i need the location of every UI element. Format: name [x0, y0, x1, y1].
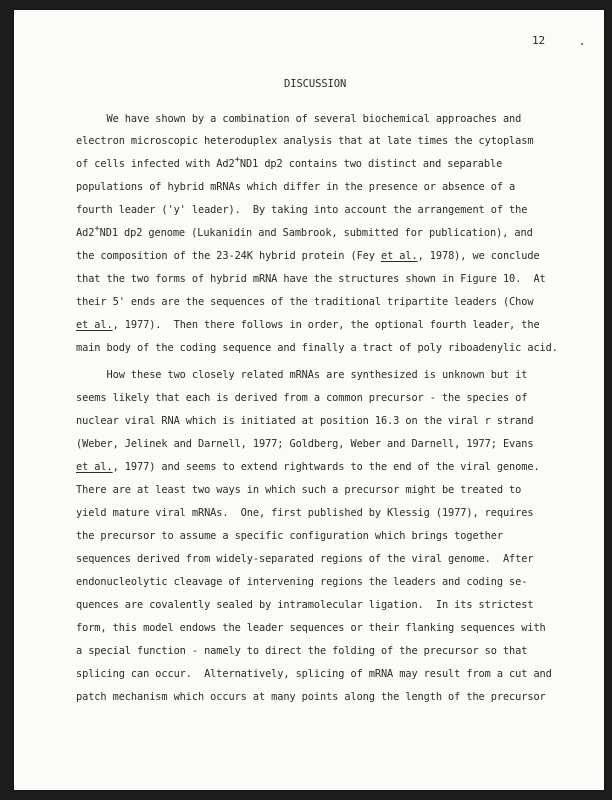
- body-line-3: [76, 154, 503, 170]
- body-line-21: endonucleolytic cleavage of intervening regions the leaders and coding se-: [76, 576, 528, 588]
- citation-et-al: et al.: [380, 250, 418, 262]
- body-line-18: yield mature viral mRNAs. One, first published by Klessig (1977), requires: [76, 507, 534, 519]
- body-line-25: splicing can occur. Alternatively, splicing of mRNA may result from a cut and: [76, 668, 552, 680]
- text-segment: , 1978), we conclude: [417, 250, 540, 262]
- text-segment: , 1977) and seems to extend rightwards to the end of the viral genome.: [112, 461, 540, 473]
- body-line-2: electron microscopic heteroduplex analysis that at late times the cytoplasm: [76, 135, 534, 147]
- body-line-14: nuclear viral RNA which is initiated at position 16.3 on the viral r strand: [76, 415, 534, 427]
- body-line-17: There are at least two ways in which such a precursor might be treated to: [76, 484, 522, 496]
- citation-et-al: et al.: [76, 319, 113, 331]
- body-line-7: [76, 250, 540, 262]
- body-line-4: populations of hybrid mRNAs which differ in the presence or absence of a: [76, 181, 516, 193]
- body-line-1: We have shown by a combination of several biochemical approaches and: [76, 113, 522, 125]
- citation-et-al: et al.: [76, 461, 113, 473]
- body-line-12: How these two closely related mRNAs are synthesized is unknown but it: [76, 369, 528, 381]
- section-title: DISCUSSION: [284, 78, 347, 90]
- superscript-plus: +: [94, 223, 100, 234]
- page-number: 12: [532, 34, 546, 47]
- body-line-23: form, this model endows the leader sequences or their flanking sequences with: [76, 622, 546, 634]
- body-line-22: quences are covalently sealed by intramolecular ligation. In its strictest: [76, 599, 534, 611]
- body-line-9: their 5' ends are the sequences of the traditional tripartite leaders (Chow: [76, 296, 534, 308]
- text-segment: , 1977). Then there follows in order, the optional fourth leader, the: [112, 319, 540, 331]
- body-line-26: patch mechanism which occurs at many points along the length of the precursor: [76, 691, 546, 703]
- margin-mark: [581, 43, 583, 45]
- text-segment: the composition of the 23-24K hybrid protein (Fey: [76, 250, 381, 262]
- body-line-6: [76, 223, 533, 239]
- body-line-13: seems likely that each is derived from a common precursor - the species of: [76, 392, 528, 404]
- body-line-24: a special function - namely to direct the folding of the precursor so that: [76, 645, 528, 657]
- text-segment: ND1 dp2 genome (Lukanidin and Sambrook, submitted for publication), and: [99, 227, 533, 239]
- superscript-plus: +: [234, 154, 240, 165]
- body-line-10: [76, 319, 540, 331]
- text-segment: ND1 dp2 contains two distinct and separable: [239, 158, 503, 170]
- body-line-8: that the two forms of hybrid mRNA have the structures shown in Figure 10. At: [76, 273, 546, 285]
- body-line-16: [76, 461, 540, 473]
- text-segment: of cells infected with Ad2: [76, 158, 235, 170]
- document-page: [14, 10, 604, 790]
- body-line-11: main body of the coding sequence and finally a tract of poly riboadenylic acid.: [76, 342, 558, 354]
- body-line-20: sequences derived from widely-separated regions of the viral genome. After: [76, 553, 534, 565]
- body-line-19: the precursor to assume a specific configuration which brings together: [76, 530, 503, 542]
- body-line-5: fourth leader ('y' leader). By taking into account the arrangement of the: [76, 204, 528, 216]
- text-segment: Ad2: [76, 227, 95, 239]
- body-line-15: (Weber, Jelinek and Darnell, 1977; Goldberg, Weber and Darnell, 1977; Evans: [76, 438, 534, 450]
